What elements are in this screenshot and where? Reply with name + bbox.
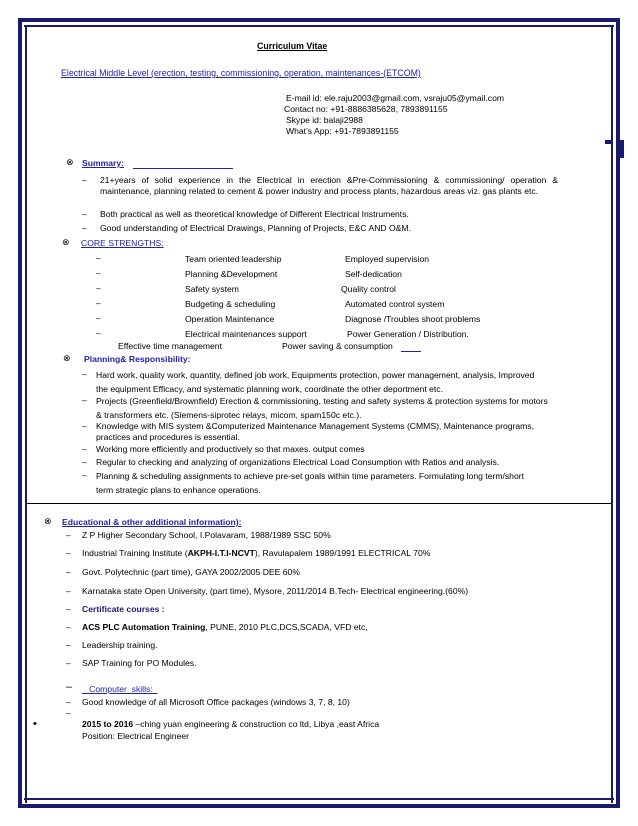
- core-left-4: Budgeting & scheduling: [185, 299, 276, 309]
- headline-link[interactable]: Electrical Middle Level (erection, testing, commissioning, operation, maintenances-(ETCOM): [61, 68, 421, 78]
- dash-bullet-icon: –: [82, 395, 87, 405]
- experience-line: [82, 719, 379, 729]
- edu-iti: [82, 548, 430, 558]
- dash-bullet-icon: –: [82, 470, 87, 480]
- planning-item-3: Knowledge with MIS system &Computerized Maintenance Management Systems (CMMS), Maintenance programs, practices and procedures is essential.: [96, 421, 534, 442]
- dash-bullet-icon: –: [96, 298, 101, 308]
- dash-bullet-icon: –: [96, 328, 101, 338]
- experience-position: Position: Electrical Engineer: [82, 731, 189, 741]
- core-right-5: Diagnose /Troubles shoot problems: [345, 314, 481, 324]
- dash-bullet-icon: –: [96, 313, 101, 323]
- planning-item-6: Planning & scheduling assignments to achieve pre-set goals within time parameters. Formulating long term/short term strategic plans to enhance operations.: [96, 471, 524, 495]
- border-outer-left: [18, 18, 22, 808]
- dash-bullet-icon: –: [66, 640, 71, 650]
- planning-heading-b: Responsibility:: [128, 354, 191, 364]
- contact-whatsapp: What’s App: +91-7893891155: [286, 126, 399, 136]
- core-right-3: Quality control: [341, 284, 396, 294]
- education-heading: Educational & other additional information):: [62, 517, 242, 527]
- core-left-6: Electrical maintenances support: [185, 329, 307, 339]
- dash-bullet-icon: –: [82, 457, 87, 467]
- dash-bullet-icon: –: [82, 421, 87, 431]
- edu-acs-b: , PUNE, 2010 PLC,DCS,SCADA, VFD etc,: [205, 622, 368, 632]
- core-extra-underline: [401, 351, 421, 352]
- core-left-2: Planning &Development: [185, 269, 278, 279]
- edu-acs: [82, 622, 368, 632]
- circle-x-bullet-icon: ⊗: [62, 237, 70, 247]
- circle-x-bullet-icon: ⊗: [44, 516, 52, 526]
- dash-bullet-icon: –: [66, 681, 73, 693]
- experience-company: –ching yuan engineering & construction co ltd, Libya ,east Africa: [133, 719, 380, 729]
- summary-item-2: Both practical as well as theoretical knowledge of Different Electrical Instruments.: [100, 209, 409, 219]
- dash-bullet-icon: –: [66, 567, 71, 577]
- edu-office: Good knowledge of all Microsoft Office packages (windows 3, 7, 8, 10): [82, 697, 350, 707]
- border-inner-right: [611, 25, 613, 803]
- dash-bullet-icon: –: [66, 530, 71, 540]
- edu-iti-b: AKPH-I.T.I-NCVT: [187, 548, 255, 558]
- edu-sap: SAP Training for PO Modules.: [82, 658, 197, 668]
- dash-bullet-icon: –: [66, 658, 71, 668]
- contact-phone: Contact no: +91-8886385628, 7893891155: [284, 104, 448, 114]
- summary-heading-underline: [133, 168, 233, 169]
- planning-heading-a: Planning&: [84, 354, 127, 364]
- cert-heading: Certificate courses :: [82, 604, 165, 614]
- dash-bullet-icon: –: [96, 253, 101, 263]
- dash-bullet-icon: –: [96, 268, 101, 278]
- core-right-6: Power Generation / Distribution.: [347, 329, 469, 339]
- dash-bullet-icon: –: [66, 548, 71, 558]
- summary-item-3: Good understanding of Electrical Drawings, Planning of Projects, E&C AND O&M.: [100, 223, 411, 233]
- planning-heading: [84, 354, 191, 364]
- circle-x-bullet-icon: ⊗: [66, 157, 74, 167]
- core-right-4: Automated control system: [345, 299, 445, 309]
- dash-bullet-icon: –: [82, 223, 87, 233]
- contact-skype: Skype id: balaji2988: [286, 115, 363, 125]
- document-title: Curriculum Vitae: [257, 41, 328, 51]
- dash-bullet-icon: –: [66, 586, 71, 596]
- border-inner-top: [24, 25, 614, 27]
- dash-bullet-icon: –: [96, 283, 101, 293]
- bullet-dot-icon: •: [33, 718, 37, 730]
- summary-heading: Summary:: [82, 158, 125, 168]
- dash-bullet-icon: –: [82, 175, 87, 185]
- edu-leadership: Leadership training.: [82, 640, 158, 650]
- edu-iti-c: ), Ravulapalem 1989/1991 ELECTRICAL 70%: [254, 548, 431, 558]
- core-left-3: Safety system: [185, 284, 239, 294]
- dash-bullet-icon: –: [66, 622, 71, 632]
- summary-item-1: 21+years of solid experience in the Electrical in erection &Pre-Commissioning & commissioning/ operation & maintenance, planning related to cement & power industry and process plants, hazardous areas viz. gas plants etc.: [100, 175, 558, 196]
- border-notch-right: [605, 140, 611, 144]
- core-left-1: Team oriented leadership: [185, 254, 282, 264]
- border-inner-bottom: [24, 798, 614, 800]
- planning-item-1: Hard work, quality work, quantity, defined job work, Equipments protection, power management, analysis, Improved the equipment Efficacy, and systematic planning work, coordinate the other deportment etc.: [96, 370, 535, 394]
- dash-bullet-icon: –: [66, 604, 71, 614]
- core-left-5: Operation Maintenance: [185, 314, 275, 324]
- computer-skills-heading: Computer skills:: [82, 684, 158, 694]
- core-extra-right: Power saving & consumption: [282, 341, 393, 351]
- border-inner-left: [25, 25, 27, 803]
- core-strengths-heading: CORE STRENGTHS:: [81, 238, 164, 248]
- planning-item-4: Working more efficiently and productively so that maxes. output comes: [96, 444, 365, 454]
- dash-bullet-icon: –: [66, 697, 71, 707]
- planning-item-2: Projects (Greenfield/Brownfield) Erection & commissioning, testing and safety systems & protection systems for motors & transformers etc. (Siemens-siprotec relays, micom, spam150c etc.).: [96, 396, 548, 420]
- edu-btech: Karnataka state Open University, (part time), Mysore, 2011/2014 B.Tech- Electrical engineering.(60%): [82, 586, 469, 596]
- border-notch-right-2: [620, 140, 624, 158]
- dash-bullet-icon: –: [82, 369, 87, 379]
- edu-ssc: Z P Higher Secondary School, I.Polavaram, 1988/1989 SSC 50%: [82, 530, 331, 540]
- experience-period: 2015 to 2016: [82, 719, 134, 729]
- border-outer-right: [616, 18, 620, 808]
- edu-iti-a: Industrial Training Institute (: [82, 548, 188, 558]
- planning-item-5: Regular to checking and analyzing of organizations Electrical Load Consumption with Ratios and analysis.: [96, 457, 500, 467]
- section-divider: [27, 503, 611, 504]
- edu-poly: Govt. Polytechnic (part time), GAYA 2002/2005 DEE 60%: [82, 567, 300, 577]
- edu-acs-a: ACS PLC Automation Training: [82, 622, 206, 632]
- border-outer-bottom: [18, 804, 620, 808]
- core-right-2: Self-dedication: [345, 269, 402, 279]
- dash-bullet-icon: –: [66, 708, 71, 718]
- dash-bullet-icon: –: [82, 209, 87, 219]
- circle-x-bullet-icon: ⊗: [63, 353, 71, 363]
- dash-bullet-icon: –: [82, 444, 87, 454]
- core-right-1: Employed supervision: [345, 254, 430, 264]
- core-extra-left: Effective time management: [118, 341, 222, 351]
- border-outer-top: [18, 18, 620, 22]
- contact-email: E-mail id: ele.raju2003@gmail.com, vsraju05@ymail.com: [286, 93, 505, 103]
